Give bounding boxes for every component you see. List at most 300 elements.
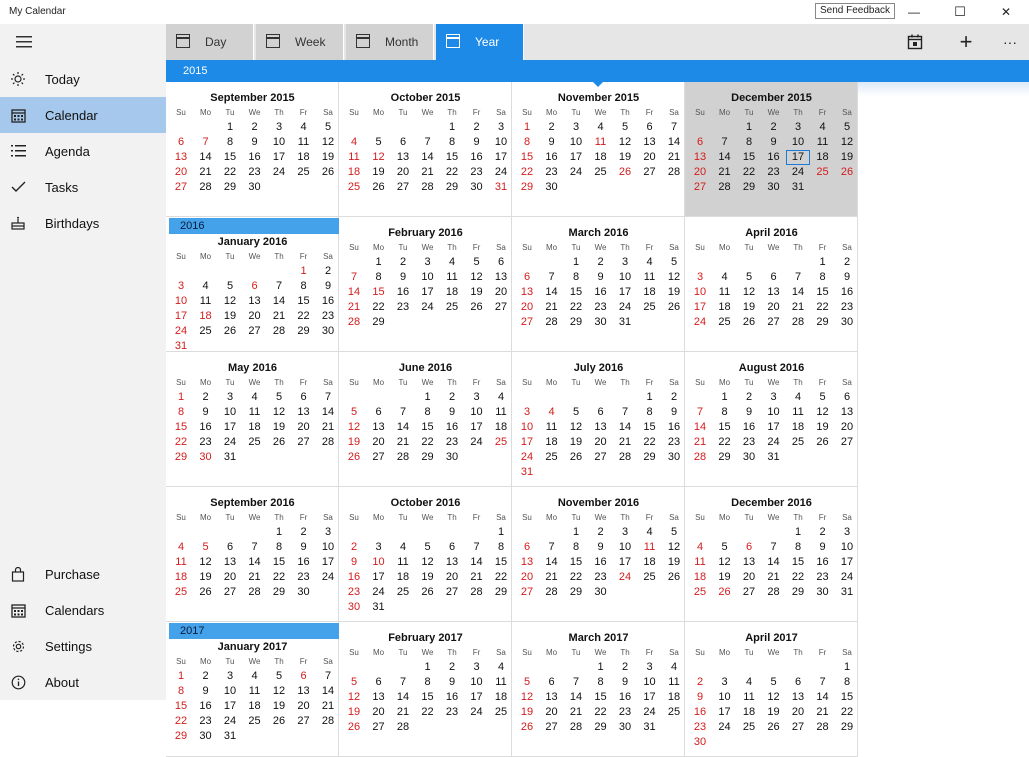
day-number[interactable]: 7 [202, 136, 209, 148]
day-number[interactable]: 24 [791, 166, 805, 178]
day-number[interactable]: 23 [594, 571, 607, 583]
day-number[interactable]: 23 [767, 166, 780, 178]
day-number[interactable]: 2 [597, 256, 604, 268]
day-number[interactable]: 15 [223, 151, 237, 163]
day-number[interactable]: 5 [572, 406, 580, 418]
day-number[interactable]: 21 [199, 166, 212, 178]
day-number[interactable]: 6 [843, 391, 851, 403]
day-number[interactable]: 22 [494, 571, 508, 583]
day-number[interactable]: 19 [223, 310, 237, 322]
day-number[interactable]: 13 [174, 151, 188, 163]
day-number[interactable]: 1 [424, 661, 431, 673]
day-number[interactable]: 7 [696, 406, 704, 418]
day-number[interactable]: 22 [643, 436, 656, 448]
day-number[interactable]: 31 [643, 721, 656, 733]
day-number[interactable]: 28 [667, 166, 681, 178]
day-number[interactable]: 5 [202, 541, 209, 553]
day-number[interactable]: 29 [174, 451, 188, 463]
day-number[interactable]: 27 [297, 436, 310, 448]
day-number[interactable]: 16 [545, 151, 558, 163]
day-number[interactable]: 18 [791, 421, 805, 433]
day-number[interactable]: 19 [421, 571, 434, 583]
day-number[interactable]: 30 [297, 586, 310, 598]
month-cell[interactable] [512, 217, 685, 352]
day-number[interactable]: 8 [275, 541, 283, 553]
day-number[interactable]: 12 [742, 286, 756, 298]
day-number[interactable]: 19 [742, 301, 756, 313]
day-number[interactable]: 31 [767, 451, 780, 463]
day-number[interactable]: 7 [819, 676, 826, 688]
day-number[interactable]: 6 [523, 271, 531, 283]
day-number[interactable]: 9 [300, 541, 307, 553]
day-number[interactable]: 17 [718, 706, 731, 718]
day-number[interactable]: 30 [470, 181, 483, 193]
day-number[interactable]: 23 [594, 301, 607, 313]
day-number[interactable]: 19 [667, 556, 681, 568]
day-number[interactable]: 2 [843, 256, 851, 268]
day-number[interactable]: 18 [545, 436, 558, 448]
day-number[interactable]: 24 [643, 706, 656, 718]
day-number[interactable]: 19 [816, 421, 829, 433]
minimize-button[interactable]: — [908, 5, 920, 19]
today-day[interactable]: 17 [786, 150, 810, 165]
day-number[interactable]: 10 [643, 676, 656, 688]
day-number[interactable]: 13 [372, 691, 385, 703]
day-number[interactable]: 24 [174, 325, 188, 337]
day-number[interactable]: 13 [494, 271, 508, 283]
day-number[interactable]: 21 [321, 421, 335, 433]
day-number[interactable]: 22 [840, 706, 854, 718]
day-number[interactable]: 16 [618, 691, 632, 703]
day-number[interactable]: 6 [523, 541, 531, 553]
day-number[interactable]: 24 [421, 301, 434, 313]
day-number[interactable]: 29 [791, 586, 805, 598]
tab-month[interactable] [346, 24, 434, 60]
day-number[interactable]: 14 [718, 151, 731, 163]
day-number[interactable]: 10 [372, 556, 385, 568]
day-number[interactable]: 6 [770, 271, 777, 283]
day-number[interactable]: 2 [251, 121, 258, 133]
day-number[interactable]: 18 [445, 286, 459, 298]
day-number[interactable]: 18 [396, 571, 410, 583]
day-number[interactable]: 24 [840, 571, 854, 583]
day-number[interactable]: 21 [791, 301, 805, 313]
day-number[interactable]: 23 [445, 436, 459, 448]
day-number[interactable]: 5 [770, 676, 777, 688]
day-number[interactable]: 11 [175, 556, 187, 568]
day-number[interactable]: 23 [199, 715, 212, 727]
month-cell[interactable] [166, 82, 339, 217]
day-number[interactable]: 3 [646, 661, 653, 673]
day-number[interactable]: 25 [494, 436, 508, 448]
day-number[interactable]: 1 [597, 661, 604, 673]
day-number[interactable]: 3 [375, 541, 382, 553]
day-number[interactable]: 7 [621, 406, 629, 418]
day-number[interactable]: 20 [372, 706, 385, 718]
day-number[interactable]: 15 [569, 286, 583, 298]
day-number[interactable]: 18 [693, 571, 707, 583]
day-number[interactable]: 4 [646, 256, 653, 268]
day-number[interactable]: 26 [272, 436, 286, 448]
day-number[interactable]: 3 [473, 391, 480, 403]
day-number[interactable]: 8 [448, 136, 456, 148]
day-number[interactable]: 7 [399, 406, 407, 418]
day-number[interactable]: 11 [348, 151, 360, 163]
day-number[interactable]: 4 [670, 661, 678, 673]
day-number[interactable]: 1 [300, 265, 307, 277]
day-number[interactable]: 25 [199, 325, 212, 337]
day-number[interactable]: 16 [594, 556, 607, 568]
day-number[interactable]: 31 [520, 466, 534, 478]
day-number[interactable]: 13 [840, 406, 854, 418]
day-number[interactable]: 13 [223, 556, 237, 568]
day-number[interactable]: 26 [223, 325, 237, 337]
day-number[interactable]: 27 [248, 325, 261, 337]
day-number[interactable]: 4 [251, 391, 258, 403]
day-number[interactable]: 27 [297, 715, 310, 727]
day-number[interactable]: 30 [347, 601, 361, 613]
day-number[interactable]: 28 [569, 721, 583, 733]
day-number[interactable]: 6 [646, 121, 653, 133]
day-number[interactable]: 19 [347, 436, 361, 448]
sidebar-item-tasks[interactable] [0, 169, 166, 205]
day-number[interactable]: 15 [520, 151, 534, 163]
day-number[interactable]: 8 [177, 685, 185, 697]
day-number[interactable]: 14 [767, 556, 780, 568]
day-number[interactable]: 24 [494, 166, 508, 178]
day-number[interactable]: 5 [275, 391, 283, 403]
day-number[interactable]: 24 [272, 166, 286, 178]
day-number[interactable]: 26 [767, 721, 780, 733]
day-number[interactable]: 4 [300, 121, 307, 133]
day-number[interactable]: 22 [791, 571, 805, 583]
day-number[interactable]: 10 [767, 406, 780, 418]
day-number[interactable]: 12 [667, 271, 681, 283]
day-number[interactable]: 11 [743, 691, 755, 703]
day-number[interactable]: 30 [248, 181, 261, 193]
day-number[interactable]: 25 [174, 586, 188, 598]
day-number[interactable]: 14 [816, 691, 829, 703]
day-number[interactable]: 27 [494, 301, 508, 313]
day-number[interactable]: 25 [667, 706, 681, 718]
day-number[interactable]: 27 [643, 166, 656, 178]
day-number[interactable]: 20 [643, 151, 656, 163]
day-number[interactable]: 9 [745, 406, 753, 418]
day-number[interactable]: 26 [421, 586, 434, 598]
day-number[interactable]: 25 [445, 301, 459, 313]
day-number[interactable]: 8 [819, 271, 826, 283]
day-number[interactable]: 6 [794, 676, 802, 688]
day-number[interactable]: 25 [545, 451, 558, 463]
day-number[interactable]: 12 [569, 421, 583, 433]
day-number[interactable]: 9 [548, 136, 555, 148]
day-number[interactable]: 4 [399, 541, 407, 553]
day-number[interactable]: 5 [819, 391, 826, 403]
day-number[interactable]: 29 [445, 181, 459, 193]
day-number[interactable]: 31 [494, 181, 508, 193]
day-number[interactable]: 10 [421, 271, 434, 283]
day-number[interactable]: 13 [643, 136, 656, 148]
day-number[interactable]: 9 [696, 691, 704, 703]
day-number[interactable]: 4 [251, 670, 258, 682]
day-number[interactable]: 3 [324, 526, 332, 538]
day-number[interactable]: 17 [569, 151, 583, 163]
day-number[interactable]: 4 [819, 121, 826, 133]
day-number[interactable]: 9 [448, 676, 456, 688]
month-cell[interactable] [339, 622, 512, 757]
day-number[interactable]: 10 [272, 136, 286, 148]
day-number[interactable]: 20 [594, 436, 607, 448]
day-number[interactable]: 24 [569, 166, 583, 178]
day-number[interactable]: 14 [470, 556, 483, 568]
day-number[interactable]: 1 [572, 256, 580, 268]
day-number[interactable]: 10 [618, 541, 632, 553]
day-number[interactable]: 27 [594, 451, 607, 463]
day-number[interactable]: 27 [174, 181, 188, 193]
day-number[interactable]: 24 [618, 301, 632, 313]
day-number[interactable]: 23 [297, 571, 310, 583]
day-number[interactable]: 17 [618, 556, 632, 568]
day-number[interactable]: 24 [223, 436, 237, 448]
day-number[interactable]: 29 [297, 325, 310, 337]
day-number[interactable]: 26 [569, 451, 583, 463]
day-number[interactable]: 29 [174, 730, 188, 742]
day-number[interactable]: 26 [840, 166, 854, 178]
day-number[interactable]: 23 [742, 436, 756, 448]
day-number[interactable]: 9 [448, 406, 456, 418]
day-number[interactable]: 17 [223, 421, 237, 433]
day-number[interactable]: 3 [621, 526, 629, 538]
day-number[interactable]: 13 [372, 421, 385, 433]
day-number[interactable]: 7 [251, 541, 258, 553]
day-number[interactable]: 19 [667, 286, 681, 298]
day-number[interactable]: 18 [494, 691, 508, 703]
day-number[interactable]: 26 [667, 301, 681, 313]
day-number[interactable]: 1 [177, 670, 185, 682]
day-number[interactable]: 22 [223, 166, 237, 178]
day-number[interactable]: 21 [396, 436, 410, 448]
month-cell[interactable] [512, 622, 685, 757]
day-number[interactable]: 5 [621, 121, 629, 133]
day-number[interactable]: 26 [742, 316, 756, 328]
day-number[interactable]: 24 [520, 451, 534, 463]
day-number[interactable]: 14 [321, 406, 335, 418]
day-number[interactable]: 15 [174, 700, 188, 712]
day-number[interactable]: 8 [523, 136, 531, 148]
day-number[interactable]: 8 [646, 406, 653, 418]
day-number[interactable]: 14 [791, 286, 805, 298]
day-number[interactable]: 6 [548, 676, 555, 688]
month-cell[interactable] [512, 352, 685, 487]
day-number[interactable]: 3 [275, 121, 283, 133]
day-number[interactable]: 11 [594, 136, 607, 148]
day-number[interactable]: 3 [621, 256, 629, 268]
day-number[interactable]: 12 [618, 136, 632, 148]
day-number[interactable]: 18 [594, 151, 607, 163]
day-number[interactable]: 27 [520, 586, 534, 598]
day-number[interactable]: 2 [350, 541, 358, 553]
day-number[interactable]: 6 [375, 676, 382, 688]
day-number[interactable]: 22 [742, 166, 756, 178]
day-number[interactable]: 20 [840, 421, 854, 433]
day-number[interactable]: 25 [791, 436, 805, 448]
day-number[interactable]: 5 [275, 670, 283, 682]
day-number[interactable]: 14 [421, 151, 434, 163]
day-number[interactable]: 1 [424, 391, 431, 403]
day-number[interactable]: 10 [520, 421, 534, 433]
day-number[interactable]: 10 [718, 691, 731, 703]
day-number[interactable]: 7 [794, 271, 802, 283]
day-number[interactable]: 24 [223, 715, 237, 727]
day-number[interactable]: 28 [396, 721, 410, 733]
day-number[interactable]: 17 [321, 556, 335, 568]
day-number[interactable]: 17 [223, 700, 237, 712]
day-number[interactable]: 15 [421, 421, 434, 433]
day-number[interactable]: 28 [248, 586, 261, 598]
day-number[interactable]: 15 [297, 295, 310, 307]
day-number[interactable]: 9 [202, 406, 209, 418]
day-number[interactable]: 4 [350, 136, 358, 148]
day-number[interactable]: 8 [794, 541, 802, 553]
day-number[interactable]: 2 [202, 670, 209, 682]
day-number[interactable]: 16 [445, 421, 459, 433]
day-number[interactable]: 21 [248, 571, 261, 583]
day-number[interactable]: 2 [324, 265, 332, 277]
day-number[interactable]: 18 [816, 151, 829, 163]
day-number[interactable]: 5 [745, 271, 753, 283]
day-number[interactable]: 3 [424, 256, 431, 268]
day-number[interactable]: 22 [421, 706, 434, 718]
month-cell[interactable] [166, 217, 339, 352]
day-number[interactable]: 10 [223, 406, 237, 418]
day-number[interactable]: 22 [445, 166, 459, 178]
day-number[interactable]: 11 [694, 556, 706, 568]
day-number[interactable]: 20 [174, 166, 188, 178]
day-number[interactable]: 11 [816, 136, 829, 148]
day-number[interactable]: 11 [668, 676, 680, 688]
day-number[interactable]: 30 [618, 721, 632, 733]
day-number[interactable]: 8 [745, 136, 753, 148]
day-number[interactable]: 1 [794, 526, 802, 538]
day-number[interactable]: 10 [618, 271, 632, 283]
day-number[interactable]: 23 [199, 436, 212, 448]
day-number[interactable]: 27 [742, 586, 756, 598]
day-number[interactable]: 3 [794, 121, 802, 133]
day-number[interactable]: 4 [646, 526, 653, 538]
day-number[interactable]: 12 [667, 541, 681, 553]
day-number[interactable]: 29 [816, 316, 829, 328]
day-number[interactable]: 17 [840, 556, 854, 568]
day-number[interactable]: 8 [177, 406, 185, 418]
day-number[interactable]: 9 [324, 280, 332, 292]
day-number[interactable]: 29 [372, 316, 385, 328]
day-number[interactable]: 2 [202, 391, 209, 403]
day-number[interactable]: 14 [618, 421, 632, 433]
day-number[interactable]: 12 [372, 151, 385, 163]
day-number[interactable]: 18 [643, 556, 656, 568]
day-number[interactable]: 10 [693, 286, 707, 298]
day-number[interactable]: 13 [594, 421, 607, 433]
day-number[interactable]: 16 [297, 556, 310, 568]
day-number[interactable]: 31 [618, 316, 632, 328]
day-number[interactable]: 11 [297, 136, 310, 148]
day-number[interactable]: 11 [718, 286, 731, 298]
day-number[interactable]: 20 [767, 301, 780, 313]
day-number[interactable]: 8 [721, 406, 728, 418]
day-number[interactable]: 24 [718, 721, 731, 733]
day-number[interactable]: 12 [199, 556, 212, 568]
day-number[interactable]: 30 [199, 730, 212, 742]
day-number[interactable]: 25 [643, 301, 656, 313]
day-number[interactable]: 18 [643, 286, 656, 298]
day-number[interactable]: 30 [545, 181, 558, 193]
day-number[interactable]: 14 [396, 691, 410, 703]
day-number[interactable]: 18 [718, 301, 731, 313]
day-number[interactable]: 20 [297, 700, 310, 712]
day-number[interactable]: 4 [696, 541, 704, 553]
month-cell[interactable] [166, 352, 339, 487]
day-number[interactable]: 30 [767, 181, 780, 193]
day-number[interactable]: 26 [272, 715, 286, 727]
day-number[interactable]: 15 [372, 286, 385, 298]
day-number[interactable]: 3 [721, 676, 728, 688]
day-number[interactable]: 18 [248, 421, 261, 433]
day-number[interactable]: 12 [520, 691, 534, 703]
day-number[interactable]: 22 [272, 571, 286, 583]
day-number[interactable]: 26 [470, 301, 483, 313]
day-number[interactable]: 9 [202, 685, 209, 697]
day-number[interactable]: 28 [321, 436, 335, 448]
day-number[interactable]: 25 [347, 181, 361, 193]
day-number[interactable]: 21 [396, 706, 410, 718]
day-number[interactable]: 19 [840, 151, 854, 163]
day-number[interactable]: 29 [840, 721, 854, 733]
sidebar-item-about[interactable] [0, 664, 166, 700]
day-number[interactable]: 19 [470, 286, 483, 298]
day-number[interactable]: 28 [396, 451, 410, 463]
day-number[interactable]: 7 [548, 541, 555, 553]
day-number[interactable]: 15 [174, 421, 188, 433]
day-number[interactable]: 7 [473, 541, 480, 553]
day-number[interactable]: 15 [791, 556, 805, 568]
day-number[interactable]: 7 [572, 676, 580, 688]
day-number[interactable]: 10 [840, 541, 854, 553]
day-number[interactable]: 11 [446, 271, 458, 283]
day-number[interactable]: 1 [177, 391, 185, 403]
day-number[interactable]: 19 [618, 151, 632, 163]
day-number[interactable]: 5 [324, 121, 332, 133]
day-number[interactable]: 21 [569, 706, 583, 718]
day-number[interactable]: 21 [718, 166, 731, 178]
day-number[interactable]: 25 [396, 586, 410, 598]
day-number[interactable]: 8 [375, 271, 382, 283]
day-number[interactable]: 24 [767, 436, 780, 448]
day-number[interactable]: 14 [321, 685, 335, 697]
day-number[interactable]: 11 [397, 556, 409, 568]
day-number[interactable]: 1 [843, 661, 851, 673]
month-cell[interactable] [512, 487, 685, 622]
day-number[interactable]: 3 [497, 121, 505, 133]
day-number[interactable]: 6 [696, 136, 704, 148]
day-number[interactable]: 14 [693, 421, 707, 433]
day-number[interactable]: 5 [670, 526, 678, 538]
day-number[interactable]: 29 [569, 316, 583, 328]
day-number[interactable]: 21 [767, 571, 780, 583]
day-number[interactable]: 26 [199, 586, 212, 598]
sidebar-item-agenda[interactable] [0, 133, 166, 169]
day-number[interactable]: 15 [421, 691, 434, 703]
day-number[interactable]: 3 [177, 280, 185, 292]
